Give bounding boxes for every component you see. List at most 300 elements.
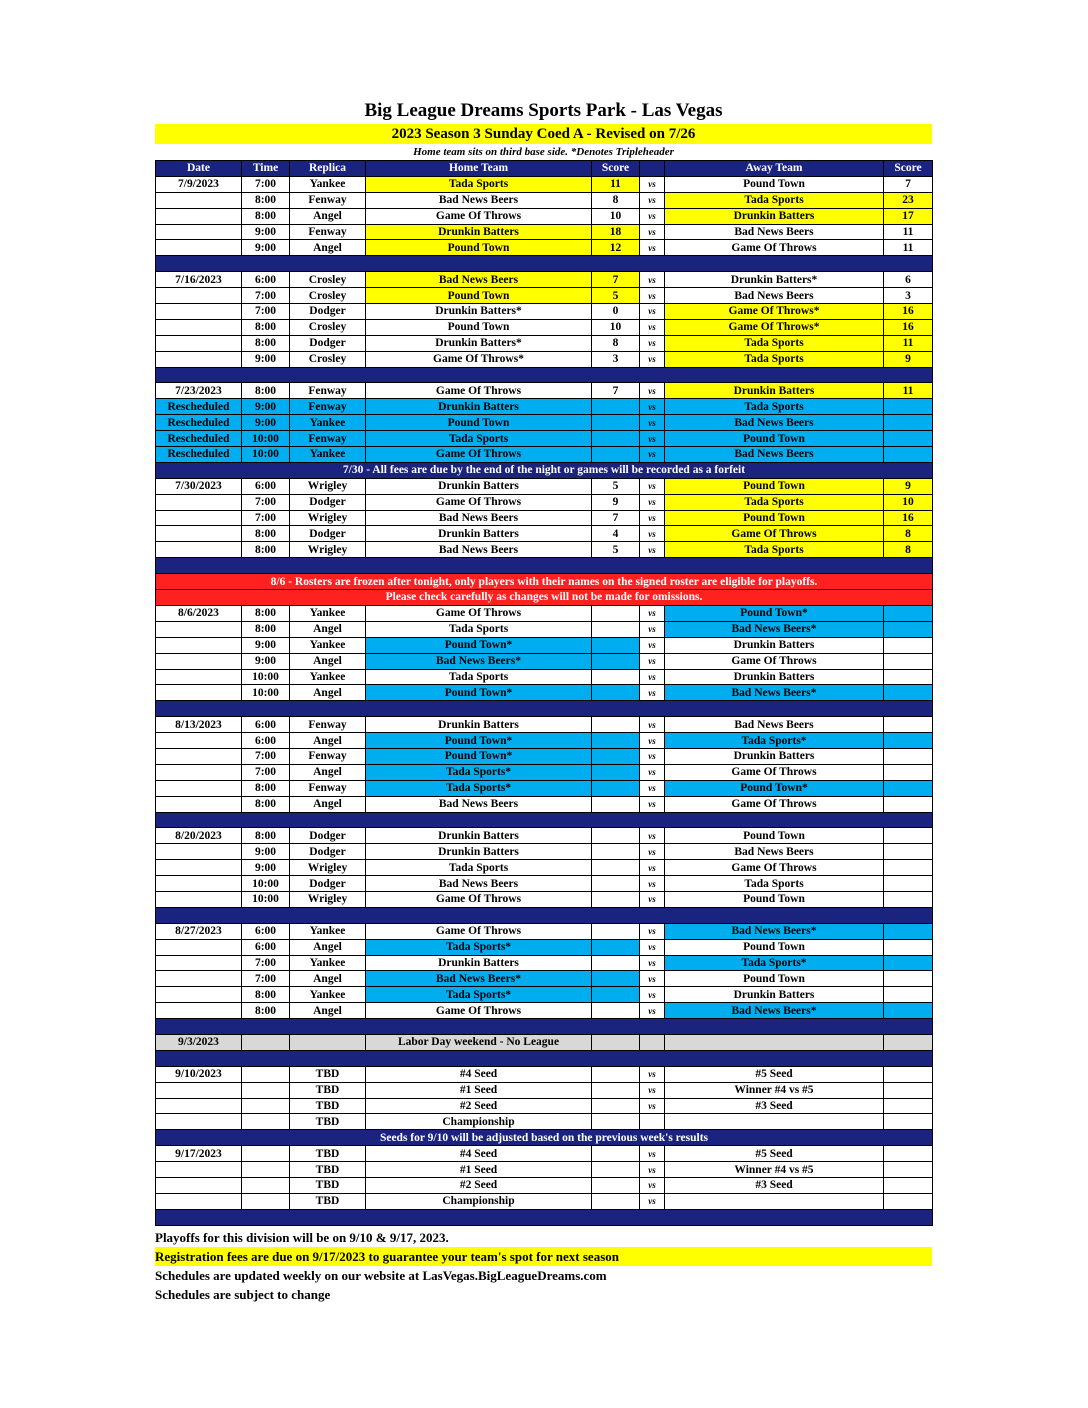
- game-time: 7:00: [242, 764, 290, 780]
- away-score: [884, 733, 933, 749]
- game-time: 9:00: [242, 844, 290, 860]
- vs-label: vs: [640, 860, 665, 876]
- vs-label: vs: [640, 431, 665, 447]
- footer-line: Schedules are subject to change: [155, 1286, 331, 1302]
- away-team: Pound Town: [665, 510, 884, 526]
- field-replica: Dodger: [290, 526, 366, 542]
- away-team: Bad News Beers: [665, 224, 884, 240]
- away-score: [884, 447, 933, 463]
- home-team-header: Home Team: [366, 161, 592, 177]
- away-team: Winner #4 vs #5: [665, 1082, 884, 1098]
- home-team: Drunkin Batters: [366, 224, 592, 240]
- game-row: [156, 764, 933, 780]
- game-date: [156, 1098, 242, 1114]
- game-time: [242, 1178, 290, 1194]
- game-row: [156, 526, 933, 542]
- home-score: [592, 780, 640, 796]
- away-score: 9: [884, 351, 933, 367]
- home-team: Bad News Beers: [366, 542, 592, 558]
- field-replica: Fenway: [290, 780, 366, 796]
- vs-label: vs: [640, 685, 665, 701]
- game-time: [242, 1098, 290, 1114]
- home-score-header: Score: [592, 161, 640, 177]
- away-score: [884, 1082, 933, 1098]
- away-score: 11: [884, 335, 933, 351]
- field-replica: Fenway: [290, 224, 366, 240]
- notice-text: Seeds for 9/10 will be adjusted based on the previous week's results: [156, 1130, 933, 1146]
- away-team: Tada Sports*: [665, 955, 884, 971]
- away-score: [884, 923, 933, 939]
- vs-label: vs: [640, 971, 665, 987]
- game-row: [156, 717, 933, 733]
- home-score: [592, 764, 640, 780]
- home-team: Game Of Throws: [366, 208, 592, 224]
- game-row: [156, 272, 933, 288]
- replica-header: Replica: [290, 161, 366, 177]
- game-date: [156, 971, 242, 987]
- game-row: [156, 987, 933, 1003]
- game-date: [156, 208, 242, 224]
- empty-cell: [242, 1034, 290, 1050]
- time-header: Time: [242, 161, 290, 177]
- game-time: 9:00: [242, 415, 290, 431]
- game-time: 9:00: [242, 351, 290, 367]
- away-score: 10: [884, 494, 933, 510]
- field-replica: Fenway: [290, 383, 366, 399]
- home-score: [592, 876, 640, 892]
- away-team: Bad News Beers: [665, 447, 884, 463]
- away-score: [884, 1193, 933, 1209]
- away-score: [884, 1066, 933, 1082]
- game-date: [156, 669, 242, 685]
- game-date: [156, 860, 242, 876]
- game-row: [156, 431, 933, 447]
- vs-label: vs: [640, 272, 665, 288]
- game-row: [156, 939, 933, 955]
- vs-label: vs: [640, 717, 665, 733]
- home-team: Game Of Throws: [366, 923, 592, 939]
- game-date: [156, 764, 242, 780]
- game-row: [156, 383, 933, 399]
- home-team: Tada Sports: [366, 621, 592, 637]
- separator-bar: [156, 812, 933, 828]
- game-time: 8:00: [242, 1003, 290, 1019]
- separator-cell: [156, 1019, 933, 1035]
- away-score: 11: [884, 383, 933, 399]
- away-score: [884, 955, 933, 971]
- separator-bar: [156, 558, 933, 574]
- game-date: 7/30/2023: [156, 478, 242, 494]
- game-row: [156, 240, 933, 256]
- footer-line: Schedules are updated weekly on our website at LasVegas.BigLeagueDreams.com: [155, 1267, 607, 1283]
- game-row: [156, 224, 933, 240]
- home-team: Tada Sports*: [366, 780, 592, 796]
- home-score: 7: [592, 383, 640, 399]
- game-date: 8/27/2023: [156, 923, 242, 939]
- vs-label: vs: [640, 621, 665, 637]
- game-time: 8:00: [242, 605, 290, 621]
- field-replica: Angel: [290, 621, 366, 637]
- game-row: [156, 288, 933, 304]
- game-time: 9:00: [242, 653, 290, 669]
- field-replica: Dodger: [290, 876, 366, 892]
- home-team: Pound Town*: [366, 748, 592, 764]
- away-score: [884, 1162, 933, 1178]
- home-team: #1 Seed: [366, 1162, 592, 1178]
- game-time: 10:00: [242, 447, 290, 463]
- game-date: 9/10/2023: [156, 1066, 242, 1082]
- away-score: [884, 939, 933, 955]
- home-team: Bad News Beers: [366, 876, 592, 892]
- game-time: 7:00: [242, 288, 290, 304]
- home-team: Drunkin Batters*: [366, 304, 592, 320]
- away-team: Drunkin Batters*: [665, 272, 884, 288]
- field-replica: Wrigley: [290, 860, 366, 876]
- away-team: Pound Town: [665, 828, 884, 844]
- field-replica: Crosley: [290, 288, 366, 304]
- game-time: 7:00: [242, 748, 290, 764]
- home-team: Game Of Throws: [366, 383, 592, 399]
- game-time: 9:00: [242, 399, 290, 415]
- home-team: #4 Seed: [366, 1066, 592, 1082]
- game-time: 6:00: [242, 717, 290, 733]
- game-time: 10:00: [242, 431, 290, 447]
- game-row: [156, 415, 933, 431]
- vs-label: vs: [640, 828, 665, 844]
- game-row: [156, 955, 933, 971]
- game-time: 10:00: [242, 891, 290, 907]
- away-team: Pound Town: [665, 478, 884, 494]
- home-score: 5: [592, 478, 640, 494]
- game-date: 9/3/2023: [156, 1034, 242, 1050]
- game-time: 8:00: [242, 526, 290, 542]
- vs-label: vs: [640, 208, 665, 224]
- game-row: [156, 1193, 933, 1209]
- game-row: [156, 605, 933, 621]
- game-time: 10:00: [242, 876, 290, 892]
- vs-label: vs: [640, 780, 665, 796]
- home-team: Drunkin Batters: [366, 526, 592, 542]
- game-date: [156, 685, 242, 701]
- game-time: 8:00: [242, 621, 290, 637]
- schedule-table: [155, 160, 933, 1226]
- field-replica: Crosley: [290, 351, 366, 367]
- game-date: [156, 733, 242, 749]
- game-date: [156, 1082, 242, 1098]
- game-time: 8:00: [242, 780, 290, 796]
- notice-row: [156, 1130, 933, 1146]
- away-score: [884, 844, 933, 860]
- game-row: [156, 319, 933, 335]
- home-score: [592, 621, 640, 637]
- home-score: 10: [592, 319, 640, 335]
- away-team: Winner #4 vs #5: [665, 1162, 884, 1178]
- game-row: [156, 192, 933, 208]
- game-date: [156, 987, 242, 1003]
- vs-label: vs: [640, 510, 665, 526]
- home-score: 10: [592, 208, 640, 224]
- field-replica: Yankee: [290, 605, 366, 621]
- field-replica: Dodger: [290, 828, 366, 844]
- vs-label: vs: [640, 494, 665, 510]
- game-time: 9:00: [242, 860, 290, 876]
- away-team: Drunkin Batters: [665, 669, 884, 685]
- home-score: 3: [592, 351, 640, 367]
- game-time: 10:00: [242, 669, 290, 685]
- separator-bar: [156, 701, 933, 717]
- game-time: 10:00: [242, 685, 290, 701]
- game-row: [156, 860, 933, 876]
- away-team: Pound Town: [665, 939, 884, 955]
- field-replica: Angel: [290, 685, 366, 701]
- schedule-page: [155, 98, 932, 1304]
- away-score: 7: [884, 176, 933, 192]
- separator-cell: [156, 367, 933, 383]
- home-score: 5: [592, 288, 640, 304]
- game-time: 7:00: [242, 176, 290, 192]
- field-replica: Fenway: [290, 192, 366, 208]
- game-row: [156, 447, 933, 463]
- game-date: [156, 319, 242, 335]
- game-row: [156, 653, 933, 669]
- field-replica: TBD: [290, 1082, 366, 1098]
- home-team: Drunkin Batters: [366, 478, 592, 494]
- field-replica: Fenway: [290, 431, 366, 447]
- vs-label: vs: [640, 923, 665, 939]
- game-date: 8/20/2023: [156, 828, 242, 844]
- home-score: [592, 1162, 640, 1178]
- roster-alert-row: [156, 590, 933, 606]
- game-time: 6:00: [242, 478, 290, 494]
- game-row: [156, 510, 933, 526]
- away-score: 16: [884, 510, 933, 526]
- footer-notes: [155, 1228, 932, 1304]
- footer-line: Playoffs for this division will be on 9/10 & 9/17, 2023.: [155, 1229, 449, 1245]
- field-replica: Angel: [290, 208, 366, 224]
- field-replica: Wrigley: [290, 891, 366, 907]
- home-score: [592, 1082, 640, 1098]
- game-date: Rescheduled: [156, 399, 242, 415]
- home-team: Drunkin Batters: [366, 828, 592, 844]
- away-score: [884, 828, 933, 844]
- home-team: Bad News Beers*: [366, 653, 592, 669]
- game-row: [156, 748, 933, 764]
- away-score: [884, 876, 933, 892]
- vs-label: vs: [640, 383, 665, 399]
- separator-bar: [156, 907, 933, 923]
- game-date: 8/13/2023: [156, 717, 242, 733]
- away-score: [884, 399, 933, 415]
- game-date: [156, 1193, 242, 1209]
- away-score: 8: [884, 542, 933, 558]
- home-score: [592, 399, 640, 415]
- game-time: 7:00: [242, 304, 290, 320]
- vs-label: vs: [640, 748, 665, 764]
- home-score: 11: [592, 176, 640, 192]
- away-team-header: Away Team: [665, 161, 884, 177]
- away-team: Game Of Throws*: [665, 304, 884, 320]
- away-team: [665, 1193, 884, 1209]
- away-score: [884, 1178, 933, 1194]
- home-team: Pound Town*: [366, 637, 592, 653]
- game-time: 6:00: [242, 923, 290, 939]
- game-date: [156, 876, 242, 892]
- game-time: 8:00: [242, 987, 290, 1003]
- field-replica: TBD: [290, 1193, 366, 1209]
- away-score: 23: [884, 192, 933, 208]
- away-team: #3 Seed: [665, 1178, 884, 1194]
- home-team: Game Of Throws: [366, 605, 592, 621]
- vs-label: vs: [640, 526, 665, 542]
- field-replica: Dodger: [290, 494, 366, 510]
- away-team: Bad News Beers: [665, 717, 884, 733]
- game-time: 6:00: [242, 272, 290, 288]
- game-date: 7/23/2023: [156, 383, 242, 399]
- home-score: [592, 1114, 640, 1130]
- game-date: 7/16/2023: [156, 272, 242, 288]
- field-replica: Wrigley: [290, 510, 366, 526]
- away-score: [884, 796, 933, 812]
- game-time: [242, 1162, 290, 1178]
- away-score: [884, 1098, 933, 1114]
- vs-label: vs: [640, 1003, 665, 1019]
- vs-label: vs: [640, 733, 665, 749]
- home-team: Game Of Throws: [366, 447, 592, 463]
- home-score: 7: [592, 510, 640, 526]
- game-date: [156, 637, 242, 653]
- home-score: [592, 431, 640, 447]
- game-row: [156, 176, 933, 192]
- game-time: 8:00: [242, 796, 290, 812]
- away-score: [884, 621, 933, 637]
- home-score: 18: [592, 224, 640, 240]
- home-score: [592, 971, 640, 987]
- vs-label: vs: [640, 1066, 665, 1082]
- home-team: Pound Town: [366, 240, 592, 256]
- vs-label: vs: [640, 891, 665, 907]
- game-row: [156, 1066, 933, 1082]
- away-team: Pound Town: [665, 891, 884, 907]
- vs-label: vs: [640, 955, 665, 971]
- game-time: 8:00: [242, 192, 290, 208]
- game-date: [156, 510, 242, 526]
- home-score: 7: [592, 272, 640, 288]
- game-date: [156, 796, 242, 812]
- away-team: Game Of Throws: [665, 796, 884, 812]
- away-score: 11: [884, 240, 933, 256]
- home-team: Pound Town: [366, 415, 592, 431]
- home-team: Tada Sports*: [366, 987, 592, 1003]
- game-date: [156, 335, 242, 351]
- game-row: [156, 1003, 933, 1019]
- home-score: [592, 415, 640, 431]
- separator-bar: [156, 1209, 933, 1225]
- field-replica: Yankee: [290, 637, 366, 653]
- separator-cell: [156, 256, 933, 272]
- away-team: Drunkin Batters: [665, 208, 884, 224]
- separator-cell: [156, 1209, 933, 1225]
- vs-label: vs: [640, 605, 665, 621]
- home-score: 9: [592, 494, 640, 510]
- home-score: [592, 653, 640, 669]
- vs-label: vs: [640, 876, 665, 892]
- field-replica: Yankee: [290, 176, 366, 192]
- home-team: Tada Sports*: [366, 764, 592, 780]
- away-team: Drunkin Batters: [665, 748, 884, 764]
- home-team: #2 Seed: [366, 1098, 592, 1114]
- no-league-text: Labor Day weekend - No League: [366, 1034, 592, 1050]
- home-team: Tada Sports*: [366, 939, 592, 955]
- empty-cell: [290, 1034, 366, 1050]
- game-row: [156, 685, 933, 701]
- vs-label: [640, 1114, 665, 1130]
- vs-label: vs: [640, 224, 665, 240]
- game-date: [156, 891, 242, 907]
- away-team: Bad News Beers: [665, 415, 884, 431]
- home-team: #1 Seed: [366, 1082, 592, 1098]
- home-score: [592, 1178, 640, 1194]
- field-replica: Angel: [290, 764, 366, 780]
- game-date: [156, 748, 242, 764]
- field-replica: TBD: [290, 1178, 366, 1194]
- game-row: [156, 733, 933, 749]
- home-score: 0: [592, 304, 640, 320]
- home-team: Bad News Beers*: [366, 971, 592, 987]
- home-team: Drunkin Batters: [366, 955, 592, 971]
- vs-label: vs: [640, 240, 665, 256]
- game-date: Rescheduled: [156, 447, 242, 463]
- away-team: Tada Sports: [665, 399, 884, 415]
- game-time: 9:00: [242, 240, 290, 256]
- game-time: 7:00: [242, 510, 290, 526]
- away-team: Pound Town: [665, 431, 884, 447]
- home-team: Tada Sports: [366, 431, 592, 447]
- header-row: [156, 161, 933, 177]
- home-score: [592, 669, 640, 685]
- home-score: 8: [592, 192, 640, 208]
- game-row: [156, 971, 933, 987]
- away-team: Game Of Throws: [665, 653, 884, 669]
- empty-cell: [640, 1034, 665, 1050]
- game-date: 9/17/2023: [156, 1146, 242, 1162]
- game-time: 6:00: [242, 733, 290, 749]
- away-team: Bad News Beers*: [665, 1003, 884, 1019]
- vs-header: [640, 161, 665, 177]
- field-replica: Angel: [290, 1003, 366, 1019]
- game-row: [156, 1146, 933, 1162]
- game-time: 9:00: [242, 224, 290, 240]
- away-team: Bad News Beers: [665, 844, 884, 860]
- away-score: 16: [884, 304, 933, 320]
- game-row: [156, 399, 933, 415]
- away-team: Tada Sports*: [665, 733, 884, 749]
- home-score: 12: [592, 240, 640, 256]
- away-team: Bad News Beers*: [665, 923, 884, 939]
- home-team: Pound Town: [366, 319, 592, 335]
- away-score: 17: [884, 208, 933, 224]
- field-replica: Angel: [290, 939, 366, 955]
- away-score: 16: [884, 319, 933, 335]
- home-score: [592, 987, 640, 1003]
- game-row: [156, 669, 933, 685]
- away-team: Game Of Throws: [665, 764, 884, 780]
- game-time: 8:00: [242, 542, 290, 558]
- away-team: Bad News Beers: [665, 288, 884, 304]
- game-row: [156, 478, 933, 494]
- game-date: [156, 494, 242, 510]
- home-team: Pound Town: [366, 288, 592, 304]
- away-team: Game Of Throws: [665, 526, 884, 542]
